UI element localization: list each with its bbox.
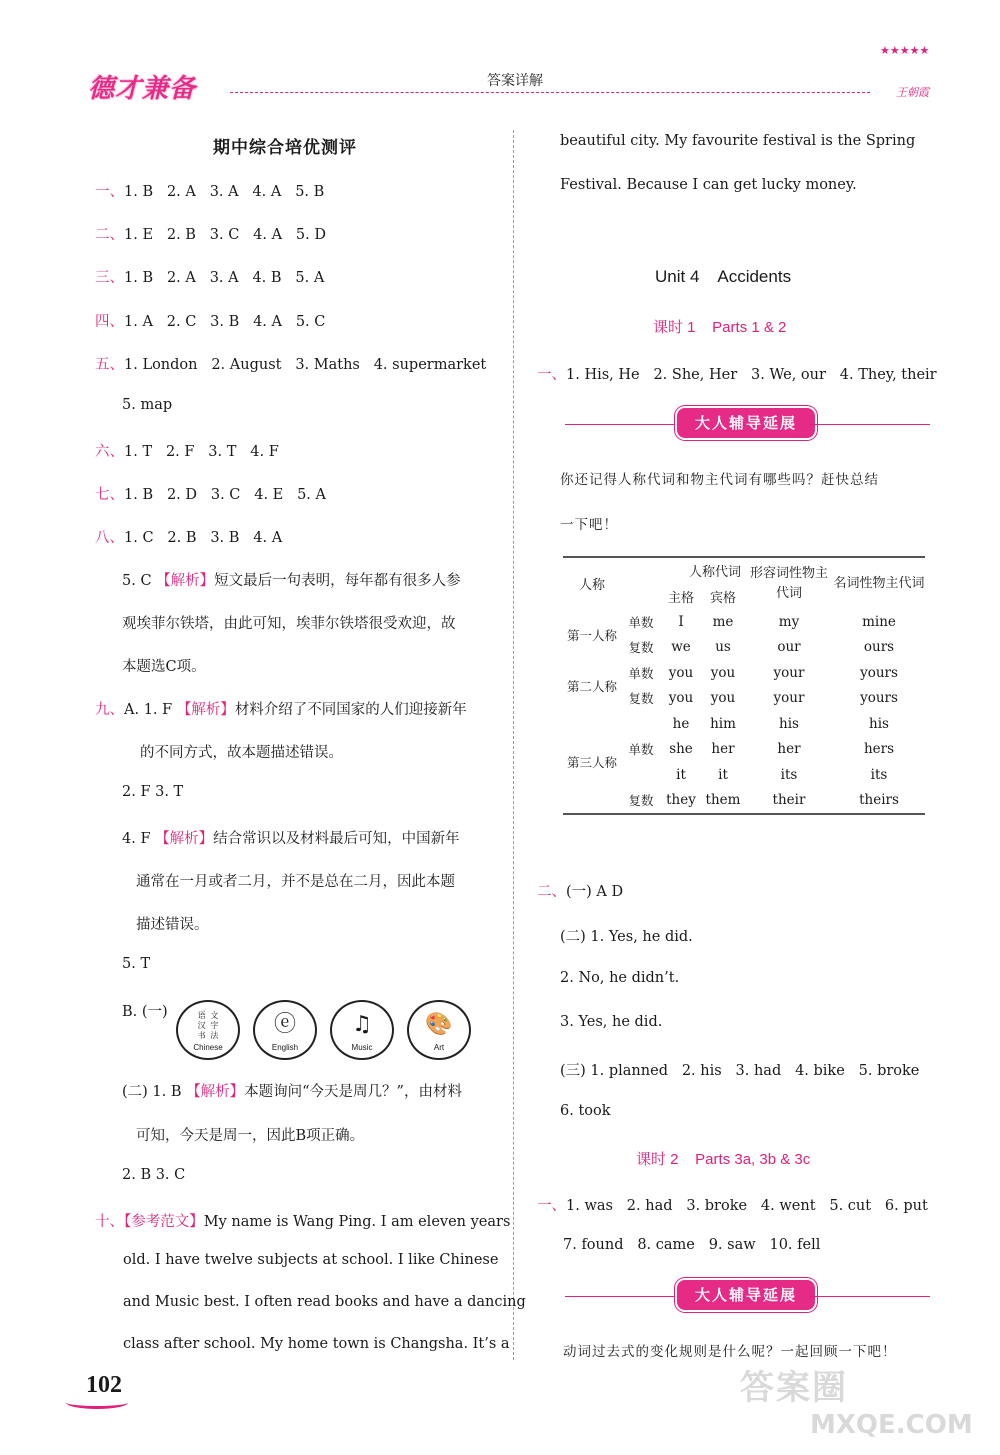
note-2: 动词过去式的变化规则是什么呢？一起回顾一下吧！ — [563, 1344, 897, 1360]
cell-adj: their — [772, 792, 806, 809]
header-person: 人称 — [578, 578, 605, 593]
essay-line-2: old. I have twelve subjects at school. I like Chinese — [123, 1252, 499, 1268]
answer-line-9-23: 2. F 3. T — [122, 784, 184, 800]
answer-line-2: 二、1. E 2. B 3. C 4. A 5. D — [95, 227, 326, 243]
answer-line-9-b23: 2. B 3. C — [122, 1167, 186, 1183]
cell-noun: hers — [863, 741, 895, 758]
cell-number: 复数 — [628, 793, 654, 809]
explanation-9-1: 九、A. 1. F 【解析】材料介绍了不同国家的人们迎接新年 — [95, 702, 467, 718]
cell-noun: mine — [862, 613, 896, 630]
table-row — [563, 609, 925, 635]
answer-line-3: 三、1. B 2. A 3. A 4. B 5. A — [95, 270, 325, 286]
cell-number: 单数 — [628, 665, 654, 681]
essay-line-1: 十、【参考范文】My name is Wang Ping. I am eleven years — [95, 1214, 511, 1230]
tutor-banner-1 — [565, 408, 930, 442]
cell-number: 复数 — [628, 691, 654, 707]
answer-line-5: 五、1. London 2. August 3. Maths 4. supermarket — [95, 357, 487, 373]
header-title: 答案详解 — [487, 73, 543, 89]
essay-cont-line-2: Festival. Because I can get lucky money. — [560, 177, 857, 193]
art-icon — [407, 1000, 471, 1060]
brand-logo: 德才兼备 — [88, 74, 197, 104]
answer-r2-c: (三) 1. planned 2. his 3. had 4. bike 5. broke — [560, 1063, 920, 1079]
cell-person: 第一人称 — [566, 627, 617, 643]
answer-line-8: 八、1. C 2. B 3. B 4. A — [95, 530, 283, 546]
stars-icon: ★★★★★ — [880, 44, 930, 57]
cell-subject: they — [666, 792, 696, 809]
cell-noun: his — [869, 715, 889, 732]
english-icon — [253, 1000, 317, 1060]
music-icon-label: Music — [351, 1043, 373, 1052]
note-1-line-2: 一下吧！ — [560, 517, 618, 533]
explanation-9-4-line2: 通常在一月或者二月，并不是总在二月，因此本题 — [136, 874, 455, 890]
watermark: 答案圈 — [740, 1368, 848, 1408]
header-noun-possessive: 名词性物主代词 — [833, 575, 925, 591]
explanation-8-5-line3: 本题选C项。 — [122, 659, 206, 675]
tutor-banner-2 — [565, 1280, 930, 1314]
cell-person: 第三人称 — [566, 755, 617, 770]
essay-cont-line-1: beautiful city. My favourite festival is the Spring — [560, 133, 916, 149]
cell-noun: its — [870, 766, 888, 783]
essay-line-4: class after school. My home town is Changsha. It’s a — [123, 1336, 510, 1352]
english-icon-label: English — [271, 1043, 299, 1052]
cell-subject: we — [671, 639, 691, 656]
explanation-9-b2-line2: 可知，今天是周一，因此B项正确。 — [136, 1128, 365, 1144]
header-personal-pronoun: 人称代词 — [688, 565, 741, 581]
cell-noun: yours — [860, 664, 898, 681]
art-icon-pic: 🎨 — [425, 1012, 453, 1037]
essay-line-3: and Music best. I often read books and have a dancing — [123, 1294, 526, 1310]
explanation-9-b2: (二) 1. B 【解析】本题询问“今天是周几？”，由材料 — [122, 1084, 462, 1100]
answer-r3-line-1: 一、1. was 2. had 3. broke 4. went 5. cut 6. put — [537, 1198, 928, 1214]
unit-title: Unit 4 Accidents — [655, 267, 792, 286]
cell-object: her — [711, 741, 735, 758]
music-icon — [330, 1000, 394, 1060]
table-row — [563, 711, 925, 737]
banner-rule-left — [565, 1296, 685, 1297]
cell-object: us — [715, 639, 731, 656]
cell-subject: it — [676, 766, 686, 783]
cell-adj: its — [780, 766, 798, 783]
cell-subject: you — [668, 664, 694, 681]
lesson-1-title: 课时 1 Parts 1 & 2 — [653, 319, 787, 336]
answer-r2-b2: 2. No, he didn’t. — [560, 970, 680, 986]
cell-object: you — [710, 690, 736, 707]
music-icon-pic: ♫ — [352, 1012, 372, 1037]
answer-r2-c6: 6. took — [560, 1103, 611, 1119]
banner-rule-right — [810, 424, 930, 425]
cell-object: it — [718, 766, 728, 783]
english-icon-pic: ⓔ — [273, 1012, 296, 1037]
banner-label: 大人辅导延展 — [677, 408, 815, 438]
explanation-9-4: 4. F 【解析】结合常识以及材料最后可知，中国新年 — [122, 831, 460, 847]
art-icon-label: Art — [433, 1043, 445, 1052]
banner-rule-right — [810, 1296, 930, 1297]
cell-number: 单数 — [628, 614, 654, 630]
chinese-icon-label: Chinese — [193, 1043, 223, 1052]
cell-adj: her — [777, 741, 801, 758]
header-adj-possessive: 形容词性物主代词 — [749, 565, 828, 601]
cell-noun: yours — [860, 690, 898, 707]
cell-object: me — [712, 613, 734, 630]
cell-subject: I — [678, 613, 684, 630]
watermark-url: MXQE.COM — [810, 1410, 973, 1440]
cell-number: 单数 — [628, 742, 654, 758]
note-1-line-1: 你还记得人称代词和物主代词有哪些吗？赶快总结 — [560, 472, 879, 488]
explanation-9-1-line2: 的不同方式，故本题描述错误。 — [140, 745, 343, 761]
page-number: 102 — [86, 1372, 122, 1398]
chinese-icon-chars: 语 文 汉 字 书 法 — [197, 1011, 219, 1040]
cell-person: 第二人称 — [566, 678, 617, 694]
answer-line-7: 七、1. B 2. D 3. C 4. E 5. A — [95, 487, 326, 503]
answer-r3-line-2: 7. found 8. came 9. saw 10. fell — [563, 1237, 821, 1253]
cell-noun: theirs — [859, 792, 899, 809]
banner-label: 大人辅导延展 — [677, 1280, 815, 1310]
column-divider — [513, 130, 514, 1360]
table-header-row-1 — [563, 557, 925, 584]
header-object: 宾格 — [709, 590, 736, 606]
page-swoosh — [66, 1396, 128, 1409]
cell-object: him — [710, 715, 736, 732]
cell-adj: your — [773, 690, 805, 707]
answer-line-9-5: 5. T — [122, 956, 151, 972]
explanation-8-5-line2: 观埃菲尔铁塔，由此可知，埃菲尔铁塔很受欢迎，故 — [122, 616, 456, 632]
pronoun-table — [563, 556, 925, 815]
cell-adj: my — [778, 613, 800, 630]
banner-rule-left — [565, 424, 685, 425]
explanation-9-4-line3: 描述错误。 — [136, 917, 209, 933]
answer-line-4: 四、1. A 2. C 3. B 4. A 5. C — [95, 314, 326, 330]
cell-subject: she — [669, 741, 693, 758]
answer-r2-b3: 3. Yes, he did. — [560, 1014, 663, 1030]
answer-r1: 一、1. His, He 2. She, Her 3. We, our 4. They, their — [537, 367, 937, 383]
answer-r2-a: 二、(一) A D — [537, 884, 624, 900]
cell-object: you — [710, 664, 736, 681]
cell-number: 复数 — [628, 640, 654, 656]
header-rule — [230, 92, 870, 93]
chinese-icon — [176, 1000, 240, 1060]
section-title: 期中综合培优测评 — [213, 138, 357, 158]
answer-r2-b1: (二) 1. Yes, he did. — [560, 929, 693, 945]
cell-object: them — [705, 792, 741, 809]
answer-line-6: 六、1. T 2. F 3. T 4. F — [95, 444, 279, 460]
header-subject: 主格 — [667, 590, 694, 606]
cell-adj: your — [773, 664, 805, 681]
answer-9-b-label: B. (一) — [122, 1004, 168, 1020]
explanation-8-5: 5. C 【解析】短文最后一句表明，每年都有很多人参 — [122, 573, 461, 589]
cell-adj: our — [777, 639, 801, 656]
lesson-2-title: 课时 2 Parts 3a, 3b & 3c — [636, 1151, 811, 1168]
cell-noun: ours — [863, 639, 895, 656]
cell-subject: you — [668, 690, 694, 707]
corner-mark: 王朝霞 — [896, 86, 929, 99]
cell-adj: his — [779, 715, 799, 732]
table-row — [563, 660, 925, 686]
answer-line-1: 一、1. B 2. A 3. A 4. A 5. B — [95, 184, 325, 200]
answer-line-5b: 5. map — [122, 397, 173, 413]
cell-subject: he — [672, 715, 690, 732]
